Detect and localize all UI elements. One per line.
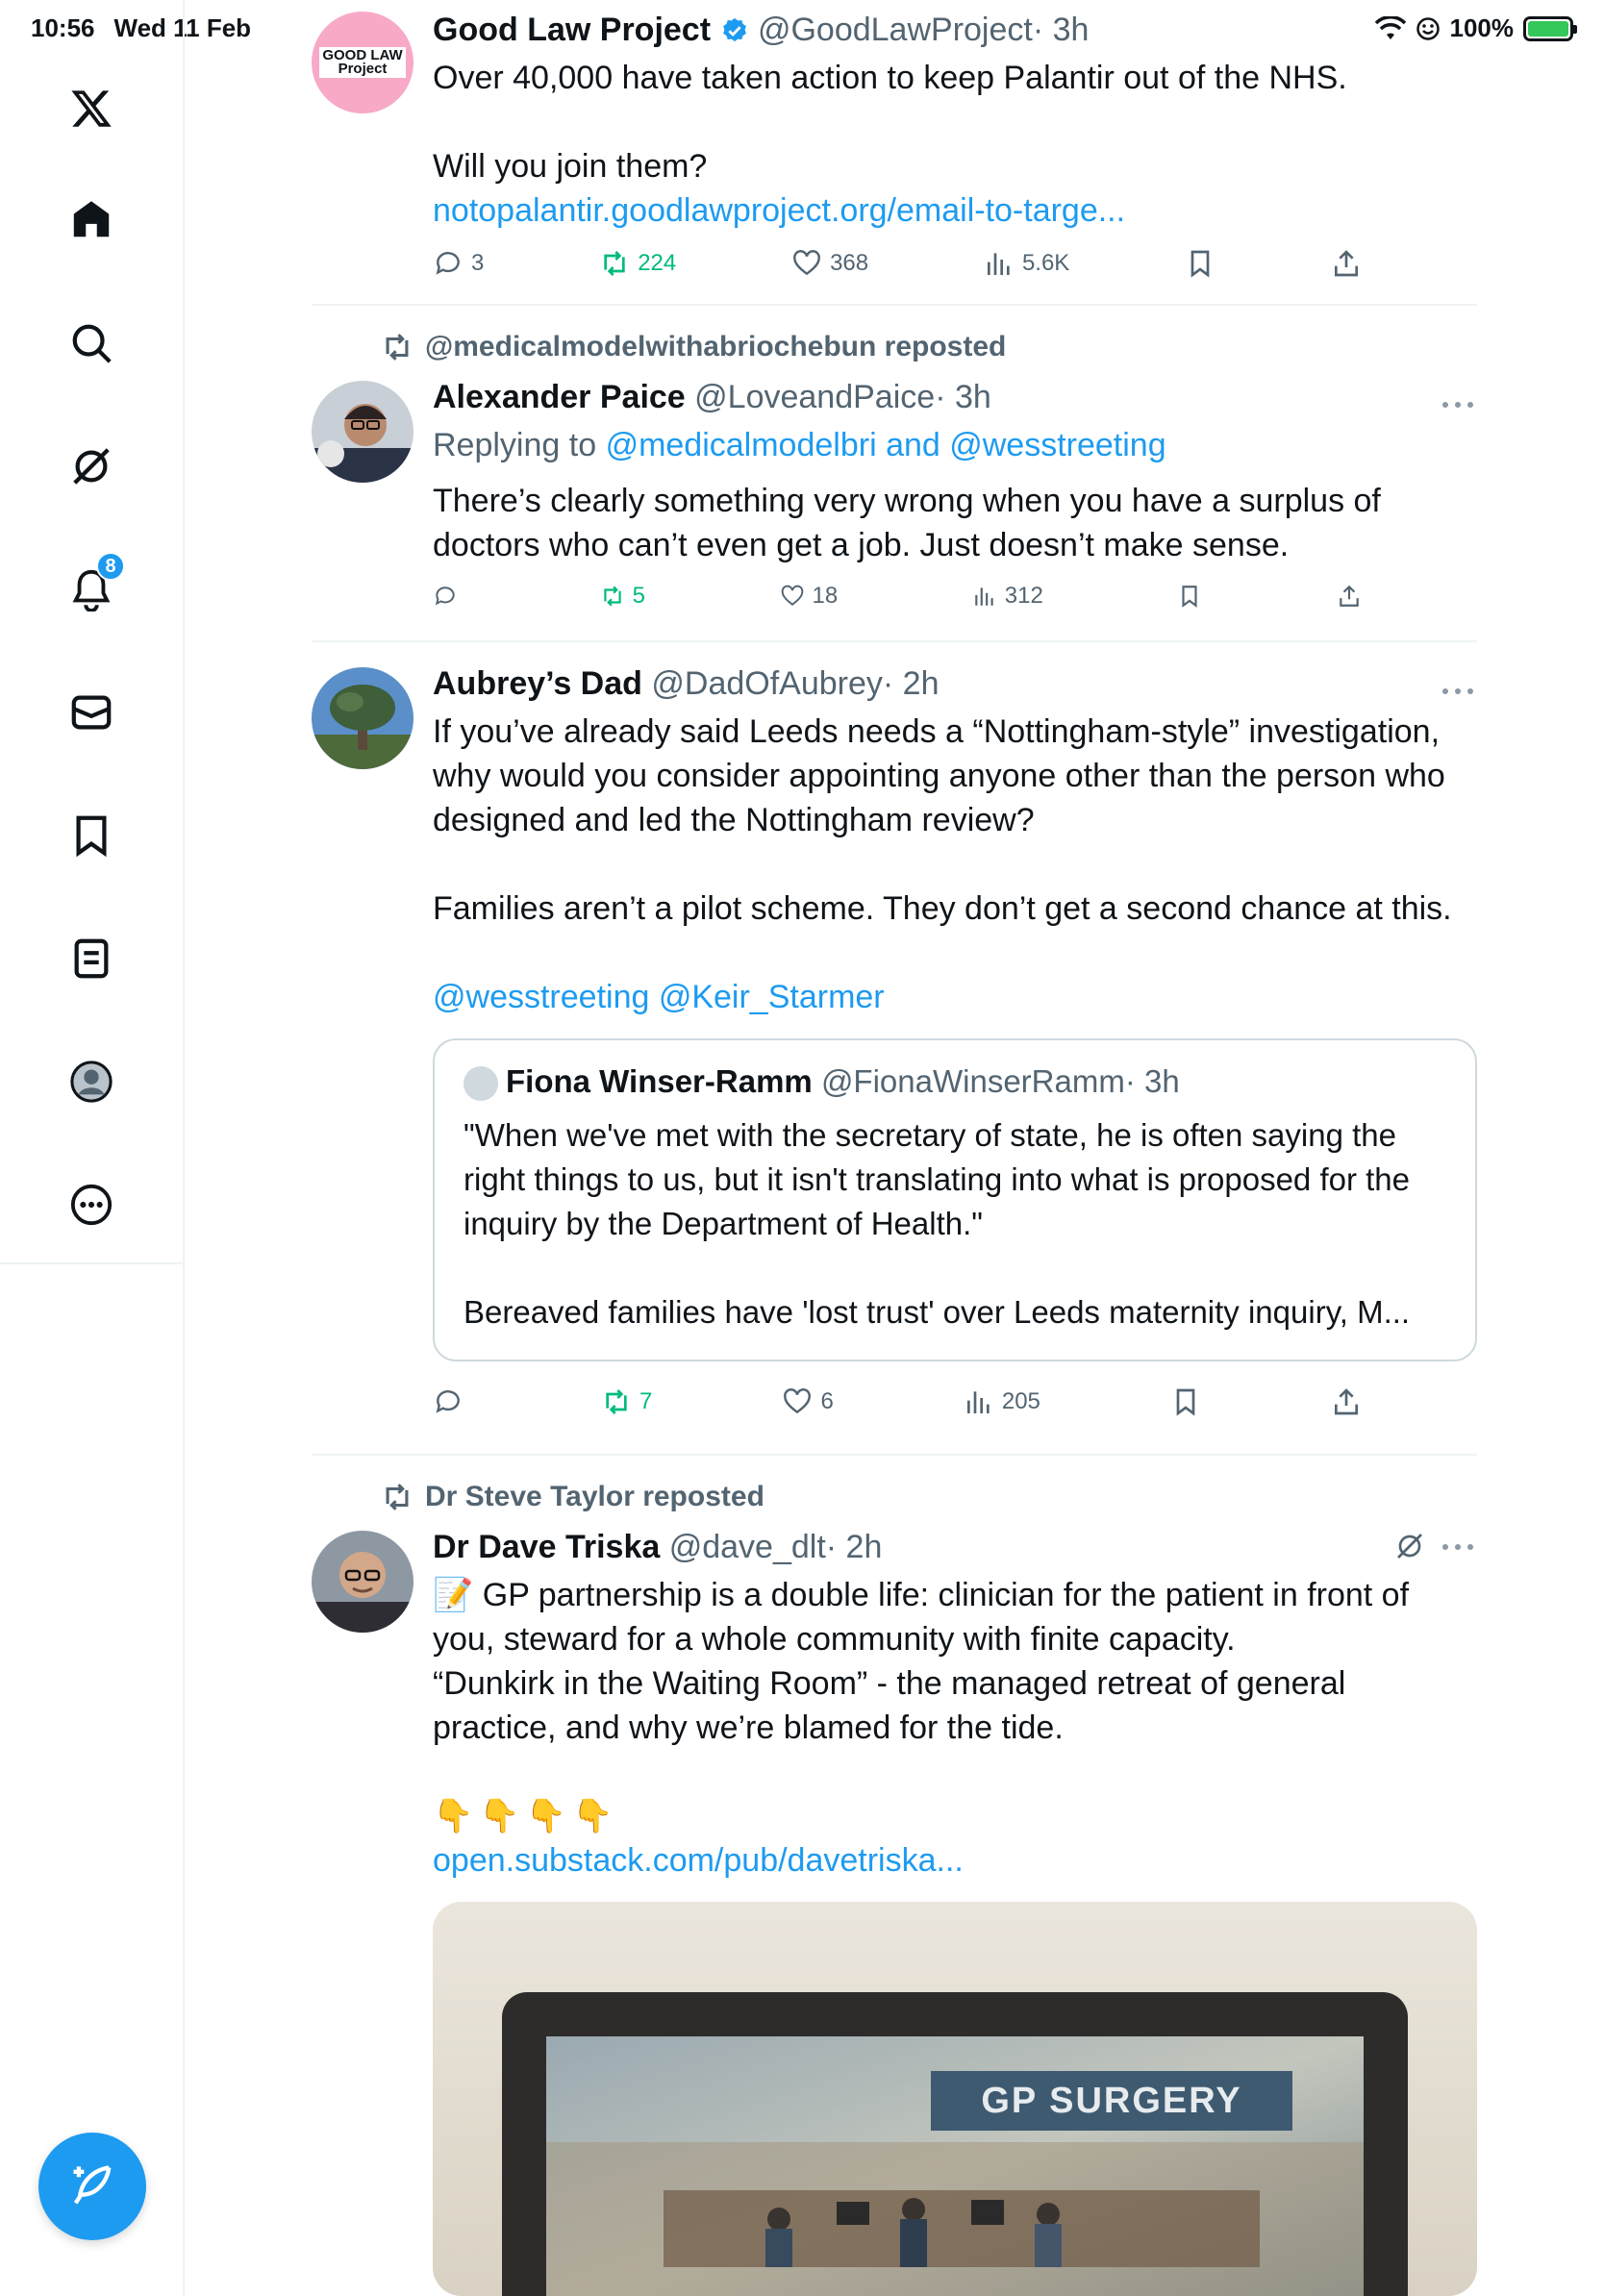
views-chart-icon xyxy=(964,1386,994,1417)
battery-percent: 100% xyxy=(1449,13,1514,42)
view-count: 312 xyxy=(1004,583,1043,609)
messages-icon[interactable] xyxy=(63,685,119,740)
avatar-logo-text: GOOD LAW Project xyxy=(319,47,405,78)
reply-button[interactable] xyxy=(433,584,465,609)
bookmark-icon xyxy=(1177,584,1202,609)
tweet-good-law-project[interactable] xyxy=(312,10,1477,298)
author-name[interactable]: Aubrey’s Dad xyxy=(433,665,642,702)
repost-button[interactable] xyxy=(601,1386,652,1417)
reply-icon xyxy=(433,584,458,609)
bookmarks-icon[interactable] xyxy=(63,808,119,863)
reposted-by-text: @medicalmodelwithabriochebun reposted xyxy=(425,331,1007,362)
replying-to-users[interactable]: @medicalmodelbri and @wesstreeting xyxy=(605,427,1166,463)
tweet-actions xyxy=(433,248,1362,279)
tweet-link[interactable]: notopalantir.goodlawproject.org/email-to-targe... xyxy=(433,192,1126,229)
replying-to xyxy=(433,423,1477,467)
views-chart-icon xyxy=(984,248,1015,279)
tweet-header xyxy=(433,377,1477,417)
reply-button[interactable] xyxy=(433,248,484,279)
divider xyxy=(312,640,1477,642)
heart-icon xyxy=(791,248,822,279)
profile-avatar-icon[interactable] xyxy=(63,1054,119,1110)
tweet-text-2: “Dunkirk in the Waiting Room” - the managed retreat of general practice, and why we’re blamed for the tide. xyxy=(433,1665,1346,1746)
like-button[interactable] xyxy=(782,1386,833,1417)
repost-icon xyxy=(381,331,414,363)
quoted-post-time: · 3h xyxy=(1124,1063,1180,1099)
tweet-text: There’s clearly something very wrong when you have a surplus of doctors who can’t even get a job. Just doesn’t make sense. xyxy=(433,483,1381,563)
repost-icon xyxy=(381,1481,414,1513)
grok-icon[interactable] xyxy=(63,438,119,494)
bookmark-icon xyxy=(1185,248,1216,279)
tweet-header xyxy=(433,663,1477,704)
share-icon xyxy=(1331,1386,1362,1417)
repost-count: 7 xyxy=(639,1388,653,1414)
bookmark-icon xyxy=(1170,1386,1201,1417)
author-handle[interactable]: @LoveandPaice xyxy=(694,379,936,415)
author-name[interactable]: Good Law Project xyxy=(433,12,712,48)
like-button[interactable] xyxy=(791,248,868,279)
tweet-text: 📝 GP partnership is a double life: clinician for the patient in front of you, steward for a whole community with finite capacity. xyxy=(433,1577,1410,1658)
reposted-by-text: Dr Steve Taylor reposted xyxy=(425,1481,764,1512)
lists-icon[interactable] xyxy=(63,931,119,986)
tweet-dr-dave-triska[interactable] xyxy=(312,1481,1477,2296)
gp-surgery-sign: GP SURGERY xyxy=(981,2080,1242,2121)
reply-count: 3 xyxy=(471,250,485,276)
divider xyxy=(312,304,1477,306)
share-button[interactable] xyxy=(1337,584,1362,609)
views-button[interactable] xyxy=(984,248,1069,279)
like-button[interactable] xyxy=(780,583,839,610)
avatar[interactable] xyxy=(312,1531,414,1633)
verified-badge-icon xyxy=(720,16,749,45)
heart-icon xyxy=(782,1386,813,1417)
repost-icon xyxy=(601,1386,632,1417)
post-time[interactable]: · 3h xyxy=(1032,12,1090,48)
quoted-author-name: Fiona Winser-Ramm xyxy=(506,1063,813,1099)
quoted-tweet-header xyxy=(464,1061,1446,1102)
avatar[interactable] xyxy=(312,12,414,113)
quoted-tweet-text-2: Bereaved families have 'lost trust' over Leeds maternity inquiry, M... xyxy=(464,1294,1411,1330)
tweet-text-line2: Will you join them? xyxy=(433,148,708,185)
author-handle[interactable]: @dave_dlt xyxy=(668,1529,826,1565)
view-count: 205 xyxy=(1001,1388,1040,1414)
compose-post-button[interactable] xyxy=(38,2133,146,2240)
share-button[interactable] xyxy=(1331,1386,1362,1417)
tweet-text-paragraph-2: Families aren’t a pilot scheme. They don’t get a second chance at this. xyxy=(433,890,1452,927)
status-date: Wed 11 Feb xyxy=(113,13,252,42)
post-time[interactable]: · 3h xyxy=(935,379,991,415)
views-chart-icon xyxy=(972,584,997,609)
like-count: 368 xyxy=(830,250,869,276)
reposted-by[interactable] xyxy=(381,331,1006,363)
post-time[interactable]: · 2h xyxy=(882,665,940,702)
post-time[interactable]: · 2h xyxy=(825,1529,883,1565)
reposted-by[interactable] xyxy=(381,1481,764,1513)
repost-icon xyxy=(600,584,625,609)
tweet-header xyxy=(433,10,1477,50)
replying-to-label: Replying to xyxy=(433,427,597,463)
views-button[interactable] xyxy=(972,583,1043,610)
sidebar-divider xyxy=(0,1262,185,1264)
tweet-header xyxy=(433,1527,1477,1567)
more-options-icon[interactable] xyxy=(63,1177,119,1233)
views-button[interactable] xyxy=(964,1386,1040,1417)
author-name[interactable]: Alexander Paice xyxy=(433,379,686,415)
repost-icon xyxy=(599,248,630,279)
quoted-tweet-text: "When we've met with the secretary of state, he is often saying the right things to us, but it isn't translating into what is proposed for the inquiry by the Department of Health." xyxy=(464,1117,1411,1241)
notifications-bell-icon[interactable] xyxy=(63,555,119,617)
x-logo-icon[interactable] xyxy=(63,81,119,137)
tweet-text: Over 40,000 have taken action to keep Palantir out of the NHS. xyxy=(433,60,1347,96)
heart-icon xyxy=(780,584,805,609)
share-button[interactable] xyxy=(1331,248,1362,279)
repost-count: 5 xyxy=(632,583,645,609)
tweet-link[interactable]: open.substack.com/pub/davetriska... xyxy=(433,1842,964,1879)
notifications-badge: 8 xyxy=(96,552,125,581)
author-handle[interactable]: @DadOfAubrey xyxy=(651,665,883,702)
pointing-down-emojis: 👇👇👇👇 xyxy=(433,1798,619,1834)
status-time: 10:56 xyxy=(31,13,95,42)
quoted-author-handle: @FionaWinserRamm xyxy=(820,1063,1125,1099)
home-icon[interactable] xyxy=(63,192,119,248)
reply-icon xyxy=(433,1386,464,1417)
avatar[interactable] xyxy=(312,667,414,769)
reply-button[interactable] xyxy=(433,1386,471,1417)
tweet-actions xyxy=(433,583,1362,610)
repost-button[interactable] xyxy=(599,248,676,279)
share-icon xyxy=(1331,248,1362,279)
search-icon[interactable] xyxy=(63,315,119,371)
tweet-aubreys-dad[interactable] xyxy=(312,663,1477,1452)
bookmark-button[interactable] xyxy=(1185,248,1216,279)
tweet-alexander-paice[interactable] xyxy=(312,331,1477,638)
quoted-avatar xyxy=(464,1066,498,1101)
like-count: 18 xyxy=(812,583,839,609)
tweet-text: If you’ve already said Leeds needs a “Nottingham-style” investigation, why would you consider appointing anyone other than the person who designed and led the Nottingham review? xyxy=(433,713,1445,838)
battery-icon xyxy=(1523,16,1573,41)
tweet-media-image[interactable] xyxy=(433,1902,1477,2296)
reply-icon xyxy=(433,248,464,279)
avatar[interactable] xyxy=(312,381,414,483)
like-count: 6 xyxy=(820,1388,834,1414)
tweet-actions xyxy=(433,1386,1362,1417)
quoted-tweet[interactable] xyxy=(433,1038,1477,1361)
repost-button[interactable] xyxy=(600,583,645,610)
share-icon xyxy=(1337,584,1362,609)
bookmark-button[interactable] xyxy=(1177,584,1202,609)
author-handle[interactable]: @GoodLawProject xyxy=(757,12,1033,48)
author-name[interactable]: Dr Dave Triska xyxy=(433,1529,661,1565)
view-count: 5.6K xyxy=(1021,250,1070,276)
bookmark-button[interactable] xyxy=(1170,1386,1201,1417)
tweet-mentions[interactable]: @wesstreeting @Keir_Starmer xyxy=(433,979,885,1015)
repost-count: 224 xyxy=(638,250,677,276)
divider xyxy=(312,1454,1477,1456)
